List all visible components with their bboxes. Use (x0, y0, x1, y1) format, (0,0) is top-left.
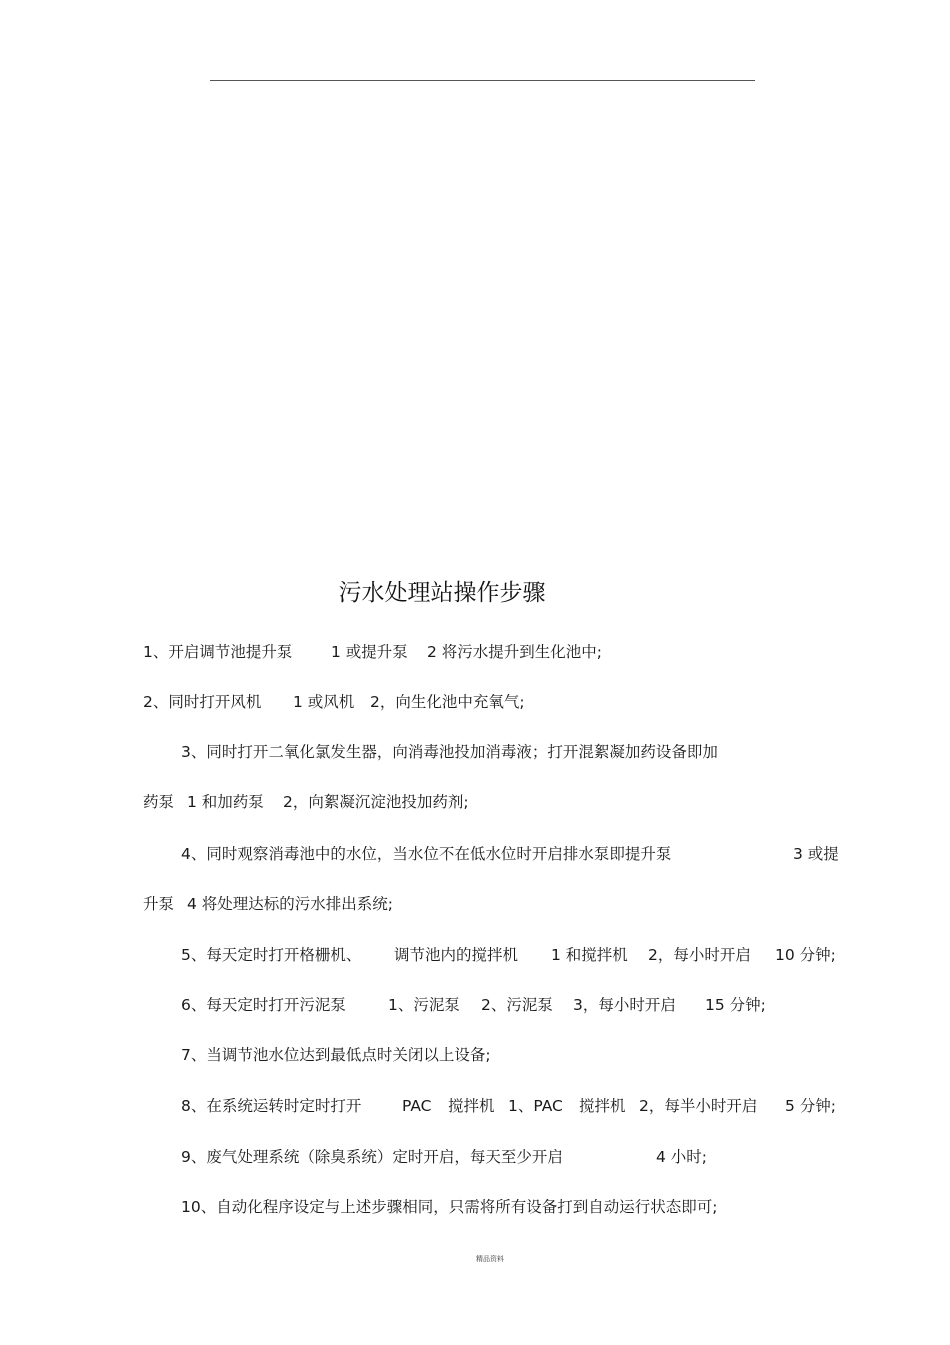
step-3-part-2: 药泵 (143, 793, 175, 811)
step-4-part-1: 4、同时观察消毒池中的水位，当水位不在低水位时开启排水泵即提升泵 (181, 845, 672, 863)
step-3-part-3: 1 和加药泵 (187, 793, 264, 811)
step-5-part-1: 5、每天定时打开格栅机、 (181, 946, 362, 964)
step-3-part-1: 3、同时打开二氧化氯发生器，向消毒池投加消毒液；打开混絮凝加药设备即加 (181, 743, 718, 761)
step-3-part-4: 2，向絮凝沉淀池投加药剂; (283, 793, 469, 811)
step-5-part-3: 1 和搅拌机 (551, 946, 628, 964)
step-8-part-5: 搅拌机 (579, 1097, 626, 1115)
step-10-part-1: 10、自动化程序设定与上述步骤相同，只需将所有设备打到自动运行状态即可; (181, 1198, 718, 1216)
step-5-part-5: 10 分钟; (775, 946, 836, 964)
step-4-part-2: 3 或提 (793, 845, 839, 863)
step-1-part-1: 1、开启调节池提升泵 (143, 643, 293, 661)
step-6-part-1: 6、每天定时打开污泥泵 (181, 996, 346, 1014)
top-rule (210, 80, 755, 81)
step-2-part-1: 2、同时打开风机 (143, 693, 262, 711)
step-4-part-3: 升泵 (143, 895, 175, 913)
step-8-part-7: 5 分钟; (785, 1097, 837, 1115)
step-4-part-4: 4 将处理达标的污水排出系统; (187, 895, 394, 913)
step-1-part-3: 2 将污水提升到生化池中; (427, 643, 603, 661)
step-8-part-2: PAC (402, 1097, 432, 1115)
step-6-part-4: 3，每小时开启 (573, 996, 676, 1014)
step-6-part-3: 2、污泥泵 (481, 996, 553, 1014)
step-6-part-2: 1、污泥泵 (388, 996, 460, 1014)
step-8-part-6: 2，每半小时开启 (639, 1097, 758, 1115)
step-5-part-4: 2，每小时开启 (648, 946, 751, 964)
step-9-part-1: 9、废气处理系统（除臭系统）定时开启，每天至少开启 (181, 1148, 563, 1166)
step-9-part-2: 4 小时; (656, 1148, 708, 1166)
step-2-part-2: 1 或风机 (293, 693, 355, 711)
step-1-part-2: 1 或提升泵 (331, 643, 408, 661)
step-8-part-4: 1、PAC (508, 1097, 563, 1115)
step-8-part-3: 搅拌机 (448, 1097, 495, 1115)
step-6-part-5: 15 分钟; (705, 996, 766, 1014)
page-footer: 精品资料 (476, 1255, 504, 1263)
page-title: 污水处理站操作步骤 (338, 580, 546, 606)
step-2-part-3: 2，向生化池中充氧气; (370, 693, 525, 711)
step-8-part-1: 8、在系统运转时定时打开 (181, 1097, 362, 1115)
step-7-part-1: 7、当调节池水位达到最低点时关闭以上设备; (181, 1046, 491, 1064)
step-5-part-2: 调节池内的搅拌机 (394, 946, 519, 964)
